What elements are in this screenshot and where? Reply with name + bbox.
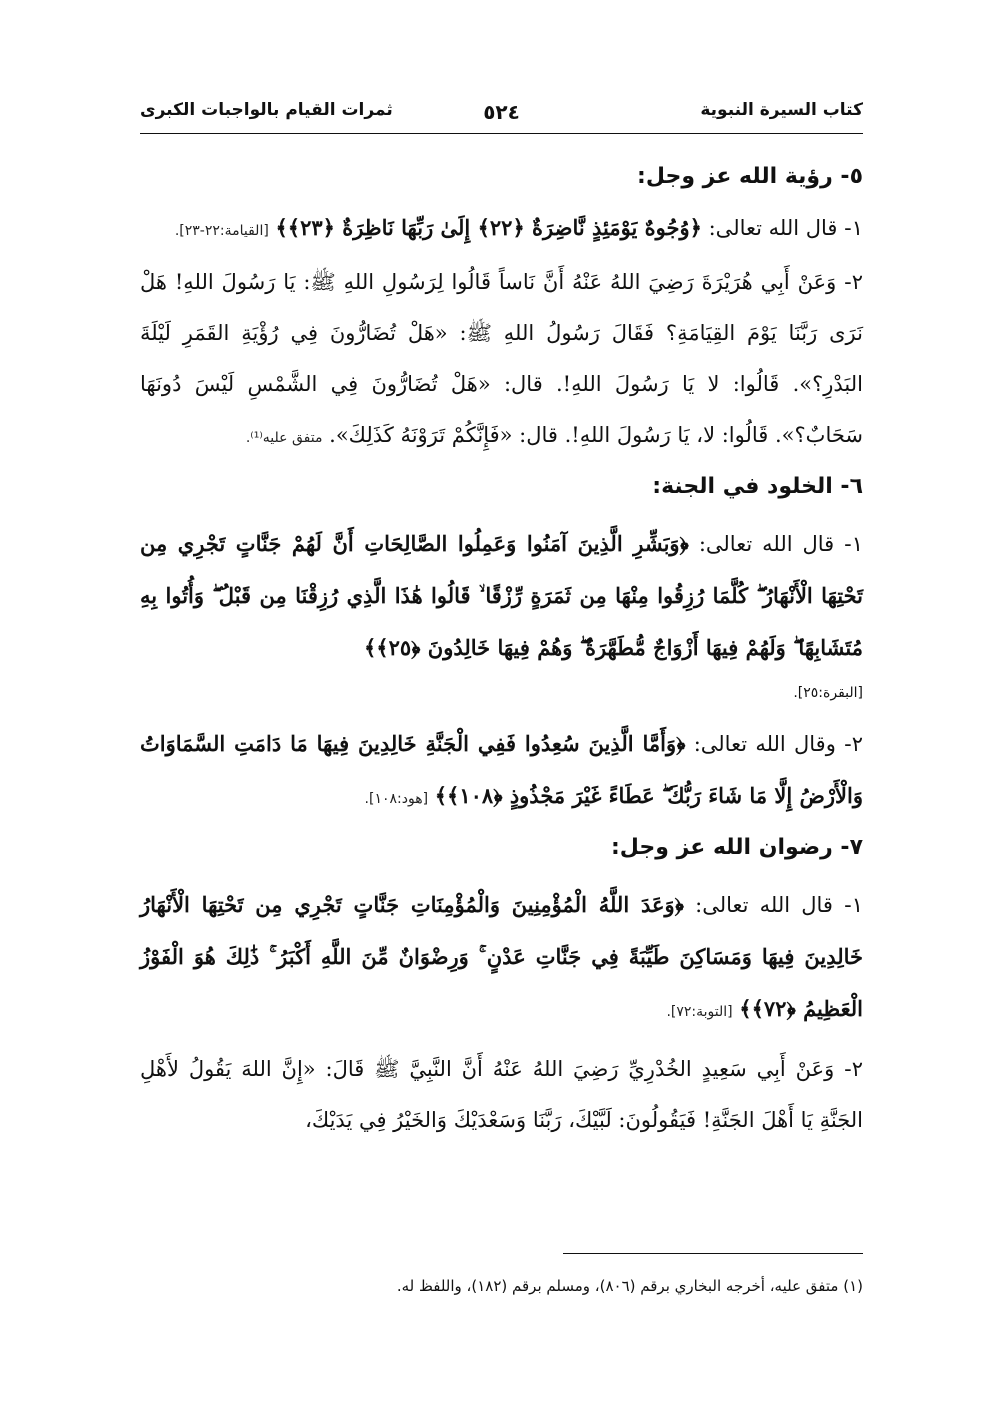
quran-verse: ﴿وُجُوهٌ يَوْمَئِذٍ نَّاضِرَةٌ ﴿٢٢﴾ إِلَىٰ رَبِّهَا نَاظِرَةٌ ﴿٢٣﴾﴾ xyxy=(275,215,702,240)
hadith-text: وَعَنْ أَبِي هُرَيْرَةَ رَضِيَ اللهُ عَنْهُ أَنَّ نَاساً قَالُوا لِرَسُولِ اللهِ ﷺ: يَا رَسُولَ اللهِ! هَلْ نَرَى رَبَّنَا يَوْمَ القِيَامَةِ؟ فَقَالَ رَسُولُ اللهِ ﷺ: «هَلْ تُضَارُّونَ فِي رُؤْيَةِ القَمَرِ لَيْلَةَ البَدْرِ؟». قَالُوا: لا يَا رَسُولَ اللهِ!. قال: «هَلْ تُضَارُّونَ فِي الشَّمْسِ لَيْسَ دُونَهَا سَحَابٌ؟». قَالُوا: لا، يَا رَسُولَ اللهِ!. قال: «فَإِنَّكُمْ تَرَوْنَهُ كَذَلِكَ». xyxy=(140,270,863,447)
hadith-text: وَعَنْ أَبِي سَعِيدٍ الخُدْرِيِّ رَضِيَ اللهُ عَنْهُ أَنَّ النَّبِيَّ ﷺ قَالَ: «إِنَّ اللهَ يَقُولُ لأَهْلِ الجَنَّةِ يَا أَهْلَ الجَنَّةِ! فَيَقُولُونَ: لَبَّيْكَ، رَبَّنَا وَسَعْدَيْكَ وَالخَيْرُ فِي يَدَيْكَ، xyxy=(140,1057,863,1132)
item-number: ١- xyxy=(844,216,863,240)
item-intro: قال الله تعالى: xyxy=(695,893,833,917)
quran-verse: ﴿وَأَمَّا الَّذِينَ سُعِدُوا فَفِي الْجَنَّةِ خَالِدِينَ فِيهَا مَا دَامَتِ السَّمَاوَاتُ وَالْأَرْضُ إِلَّا مَا شَاءَ رَبُّكَ ۖ عَطَاءً غَيْرَ مَجْذُوذٍ ﴿١٠٨﴾﴾ xyxy=(140,731,863,808)
item-intro: قال الله تعالى: xyxy=(698,532,835,556)
page-number: ٥٢٤ xyxy=(483,100,520,124)
item-intro: قال الله تعالى: xyxy=(708,216,838,240)
section-heading-vision-of-god: ٥- رؤية الله عز وجل: xyxy=(637,164,863,189)
quran-verse: ﴿وَعَدَ اللَّهُ الْمُؤْمِنِينَ وَالْمُؤْمِنَاتِ جَنَّاتٍ تَجْرِي مِن تَحْتِهَا الْأَنْهَارُ خَالِدِينَ فِيهَا وَمَسَاكِنَ طَيِّبَةً فِي جَنَّاتِ عَدْنٍ ۚ وَرِضْوَانٌ مِّنَ اللَّهِ أَكْبَرُ ۚ ذَٰلِكَ هُوَ الْفَوْزُ الْعَظِيمُ ﴿٧٢﴾﴾ xyxy=(140,892,863,1021)
page-content xyxy=(140,160,863,1152)
verse-reference: [القيامة:٢٢-٢٣]. xyxy=(174,223,269,239)
footnote-divider xyxy=(563,1253,863,1254)
section6-item1 xyxy=(140,518,863,674)
section5-item1 xyxy=(140,208,863,251)
verse-reference: [التوبة:٧٢]. xyxy=(666,1004,733,1020)
item-number: ١- xyxy=(844,893,863,917)
section-heading-pleasure-of-god: ٧- رضوان الله عز وجل: xyxy=(610,835,863,860)
section6-item2 xyxy=(140,718,863,825)
item-number: ٢- xyxy=(844,732,863,756)
section7-item2 xyxy=(140,1044,863,1146)
book-title: كتاب السيرة النبوية xyxy=(700,100,863,120)
verse-reference: [البقرة:٢٥]. xyxy=(793,685,863,701)
section-heading-eternity-in-paradise: ٦- الخلود في الجنة: xyxy=(652,474,863,499)
item-number: ١- xyxy=(844,532,863,556)
verse-reference: [هود:١٠٨]. xyxy=(364,791,429,807)
quran-verse: ﴿وَبَشِّرِ الَّذِينَ آمَنُوا وَعَمِلُوا الصَّالِحَاتِ أَنَّ لَهُمْ جَنَّاتٍ تَجْرِي مِن تَحْتِهَا الْأَنْهَارُ ۖ كُلَّمَا رُزِقُوا مِنْهَا مِن ثَمَرَةٍ رِّزْقًا ۙ قَالُوا هَٰذَا الَّذِي رُزِقْنَا مِن قَبْلُ ۖ وَأُتُوا بِهِ مُتَشَابِهًا ۖ وَلَهُمْ فِيهَا أَزْوَاجٌ مُّطَهَّرَةٌ ۖ وَهُمْ فِيهَا خَالِدُونَ ﴿٢٥﴾﴾ xyxy=(140,531,863,660)
chapter-title: ثمرات القيام بالواجبات الكبرى xyxy=(140,100,393,120)
section7-item1 xyxy=(140,879,863,1038)
item-intro: وقال الله تعالى: xyxy=(693,732,836,756)
section5-item2 xyxy=(140,257,863,464)
hadith-reference: متفق عليه⁽¹⁾. xyxy=(245,430,323,446)
header-divider xyxy=(140,133,863,134)
page-header xyxy=(140,100,863,132)
item-number: ٢- xyxy=(844,270,863,294)
footnote: (١) متفق عليه، أخرجه البخاري برقم (٨٠٦)، ومسلم برقم (١٨٢)، واللفظ له. xyxy=(396,1277,863,1295)
item-number: ٢- xyxy=(844,1057,863,1081)
